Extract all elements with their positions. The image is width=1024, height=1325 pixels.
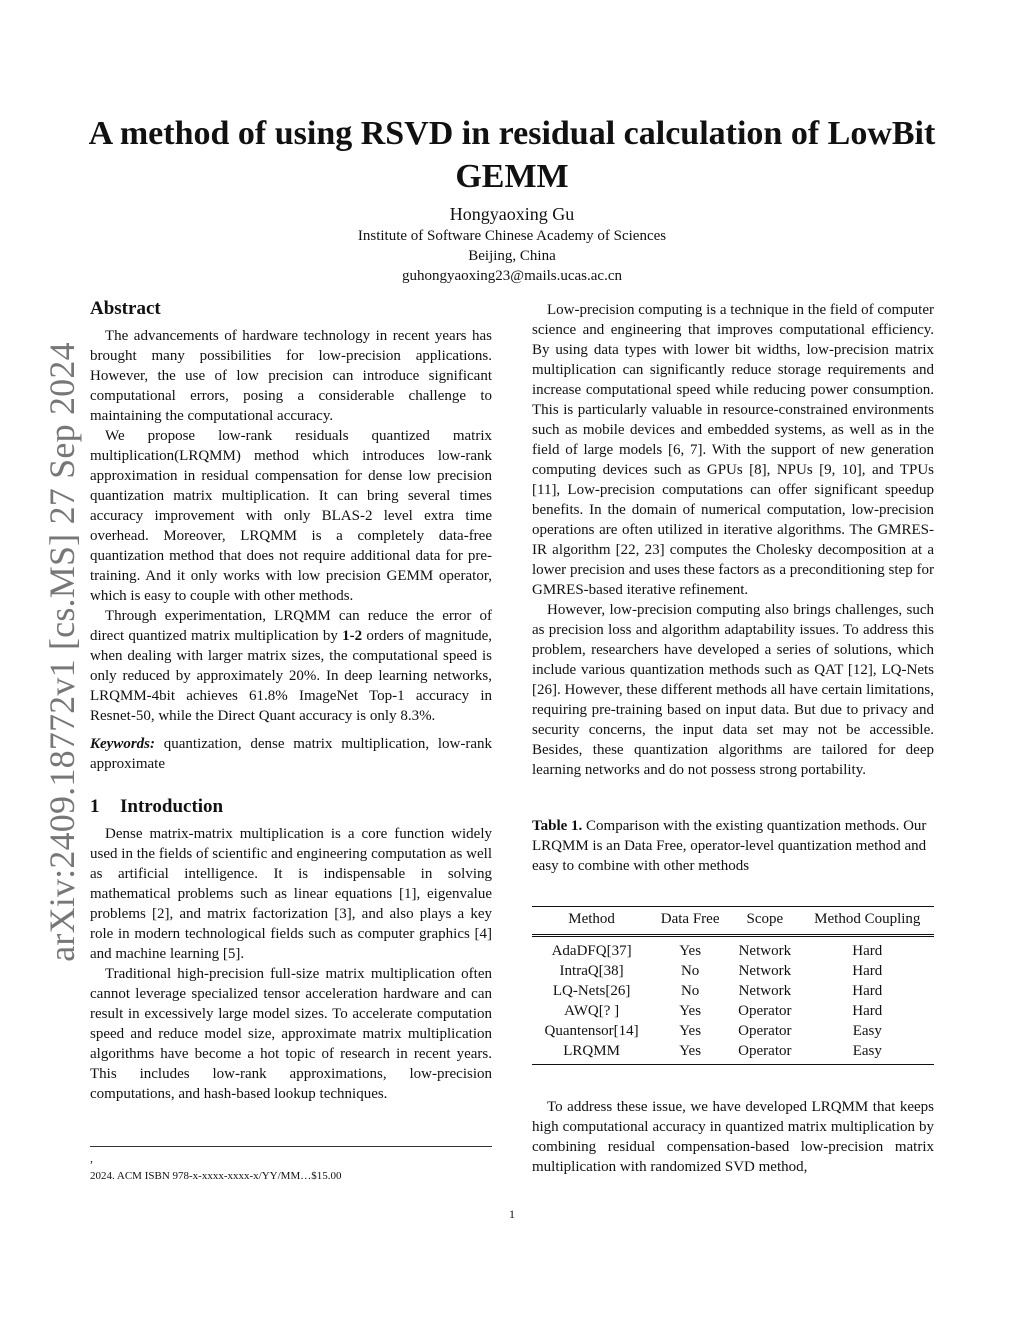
paper-title: A method of using RSVD in residual calculation of LowBit GEMM [88,115,936,195]
footnote-isbn: 2024. ACM ISBN 978-x-xxxx-xxxx-x/YY/MM…$15.00 [90,1170,342,1182]
table-cell: Easy [801,1041,934,1065]
right-paragraph-1: Low-precision computing is a technique in the field of computer science and engineering that improves computational efficiency. By using data types with lower bit widths, low-precision matrix multiplication can significantly reduce storage requirements and increase computational speed while reducing power consumption. This is particularly valuable in resource-constrained environments such as mobile devices and embedded systems, as well as in the field of large models [6, 7]. With the support of new generation computing devices such as GPUs [8], NPUs [9, 10], and TPUs [11], Low-precision computations can offer significant speedup benefits. In the domain of numerical computation, low-precision operations are often utilized in iterative algorithms. The GMRES-IR algorithm [22, 23] computes the Cholesky decomposition at a lower precision and uses these factors as a preconditioning step for GMRES-based iterative refinement. [532,302,934,598]
author-email[interactable]: guhongyaoxing23@mails.ucas.ac.cn [401,268,622,284]
comparison-table-wrapper [532,906,934,1065]
table-cell: Operator [738,1023,792,1039]
right-column [532,300,934,1177]
table-cell: LRQMM [532,1041,651,1065]
keywords [90,734,492,774]
right-paragraph-2: However, low-precision computing also brings challenges, such as precision loss and algorithm adaptability issues. To address this problem, researchers have developed a series of solutions, which include various quantization methods such as QAT [12], LQ-Nets [26]. However, these different methods all have certain limitations, requiring pre-training based on input data. But due to privacy and security concerns, the input data set may not be accessible. Besides, these quantization algorithms are tailored for deep learning networks and do not possess strong portability. [532,602,934,778]
table-cell: Network [738,983,792,999]
left-column [90,296,492,1104]
author-block [60,202,964,286]
table-cell: Yes [679,1023,702,1039]
table-cell: Yes [679,943,702,959]
page-number: 1 [509,1207,515,1221]
comparison-table [532,906,934,1065]
footnote-mark: , [90,1151,93,1165]
table-cell: Network [738,943,792,959]
intro-paragraph-2: Traditional high-precision full-size matrix multiplication often cannot leverage specialized tensor acceleration hardware and can result in excessively large model sizes. To accelerate computation speed and reduce model size, approximate matrix multiplication algorithms have become a hot topic of research in recent years. This includes low-rank approximations, low-precision computations, and hash-based lookup techniques. [90,966,492,1102]
table-cell: Operator [738,1003,792,1019]
arxiv-identifier-stamp: arXiv:2409.18772v1 [cs.MS] 27 Sep 2024 [42,342,82,962]
table-cell: Hard [852,983,883,999]
table-header-cell: Method [532,907,651,936]
abstract-paragraph-2: We propose low-rank residuals quantized matrix multiplication(LRQMM) method which introduces low-rank approximation in residual compensation for dense low precision quantization matrix multiplication. It can bring several times accuracy improvement with only BLAS-2 level extra time overhead. Moreover, LRQMM is a completely data-free quantization method that does not require additional data for pre-training. And it only works with low precision GEMM operator, which is easy to couple with other methods. [90,428,492,604]
table-cell: Quantensor[14] [544,1023,639,1039]
abstract-p3-after: orders of magnitude, when dealing with larger matrix sizes, the computational speed is only reduced by approximately 20%. In deep learning networks, LRQMM-4bit achieves 61.8% ImageNet Top-1 accuracy in Resnet-50, while the Direct Quant accuracy is only 8.3%. [90,628,492,724]
table-caption-text: Comparison with the existing quantization methods. Our LRQMM is an Data Free, operator-level quantization method and easy to combine with other methods [532,818,927,874]
table-cell: Yes [651,1041,729,1065]
table-cell: Network [738,963,792,979]
table-header-cell: Scope [729,907,801,936]
abstract-heading: Abstract [90,298,161,319]
author-location: Beijing, China [468,248,556,264]
table-cell: LQ-Nets[26] [552,983,631,999]
table-row [532,936,934,962]
abstract-paragraph-1: The advancements of hardware technology in recent years has brought many possibilities for low-precision applications. However, the use of low precision can introduce significant computational errors, posing a considerable challenge to maintaining the computational accuracy. [90,328,492,424]
table-cell: No [680,963,700,979]
table-cell: Operator [729,1041,801,1065]
table-caption [532,816,934,876]
table-row [532,1001,934,1021]
footnote-divider [90,1146,492,1147]
keywords-label: Keywords: [90,736,155,752]
table-row [532,981,934,1001]
table-cell: Hard [852,963,883,979]
author-name: Hongyaoxing Gu [449,204,575,224]
table-cell: No [680,983,700,999]
table-cell: Hard [852,1003,883,1019]
author-affiliation: Institute of Software Chinese Academy of Sciences [357,228,667,244]
abstract-p3-before: Through experimentation, LRQMM can reduce the error of direct quantized matrix multiplication by [90,608,492,644]
table-row [532,1021,934,1041]
table-cell: AWQ[? ] [564,1003,620,1019]
table-header-cell: Data Free [651,907,729,936]
table-cell: IntraQ[38] [559,963,624,979]
abstract-paragraph-3 [90,606,492,726]
table-cell: AdaDFQ[37] [551,943,632,959]
keywords-text: quantization, dense matrix multiplication, low-rank approximate [90,736,492,772]
intro-paragraph-1: Dense matrix-matrix multiplication is a core function widely used in the fields of scientific and engineering computation as well as artificial intelligence. It is indispensable in solving mathematical problems such as linear equations [1], eigenvalue problems [2], and matrix factorization [3], and also plays a key role in modern technological fields such as computer graphics [4] and machine learning [5]. [90,826,492,962]
table-row [532,961,934,981]
table-cell: Yes [679,1003,702,1019]
table-caption-label: Table 1. [532,818,583,834]
abstract-p3-bold: 1-2 [342,628,363,644]
introduction-heading [90,794,492,820]
right-paragraph-3: To address these issue, we have developed LRQMM that keeps high computational accuracy in quantized matrix multiplication by combining residual compensation-based low-precision matrix multiplication with randomized SVD method, [532,1099,934,1175]
section-title: Introduction [120,796,224,817]
table-header-row [532,907,934,936]
table-cell: Hard [852,943,883,959]
table-cell: Easy [852,1023,882,1039]
table-header-cell: Method Coupling [801,907,934,936]
section-number: 1 [90,796,100,817]
table-row [532,1041,934,1065]
